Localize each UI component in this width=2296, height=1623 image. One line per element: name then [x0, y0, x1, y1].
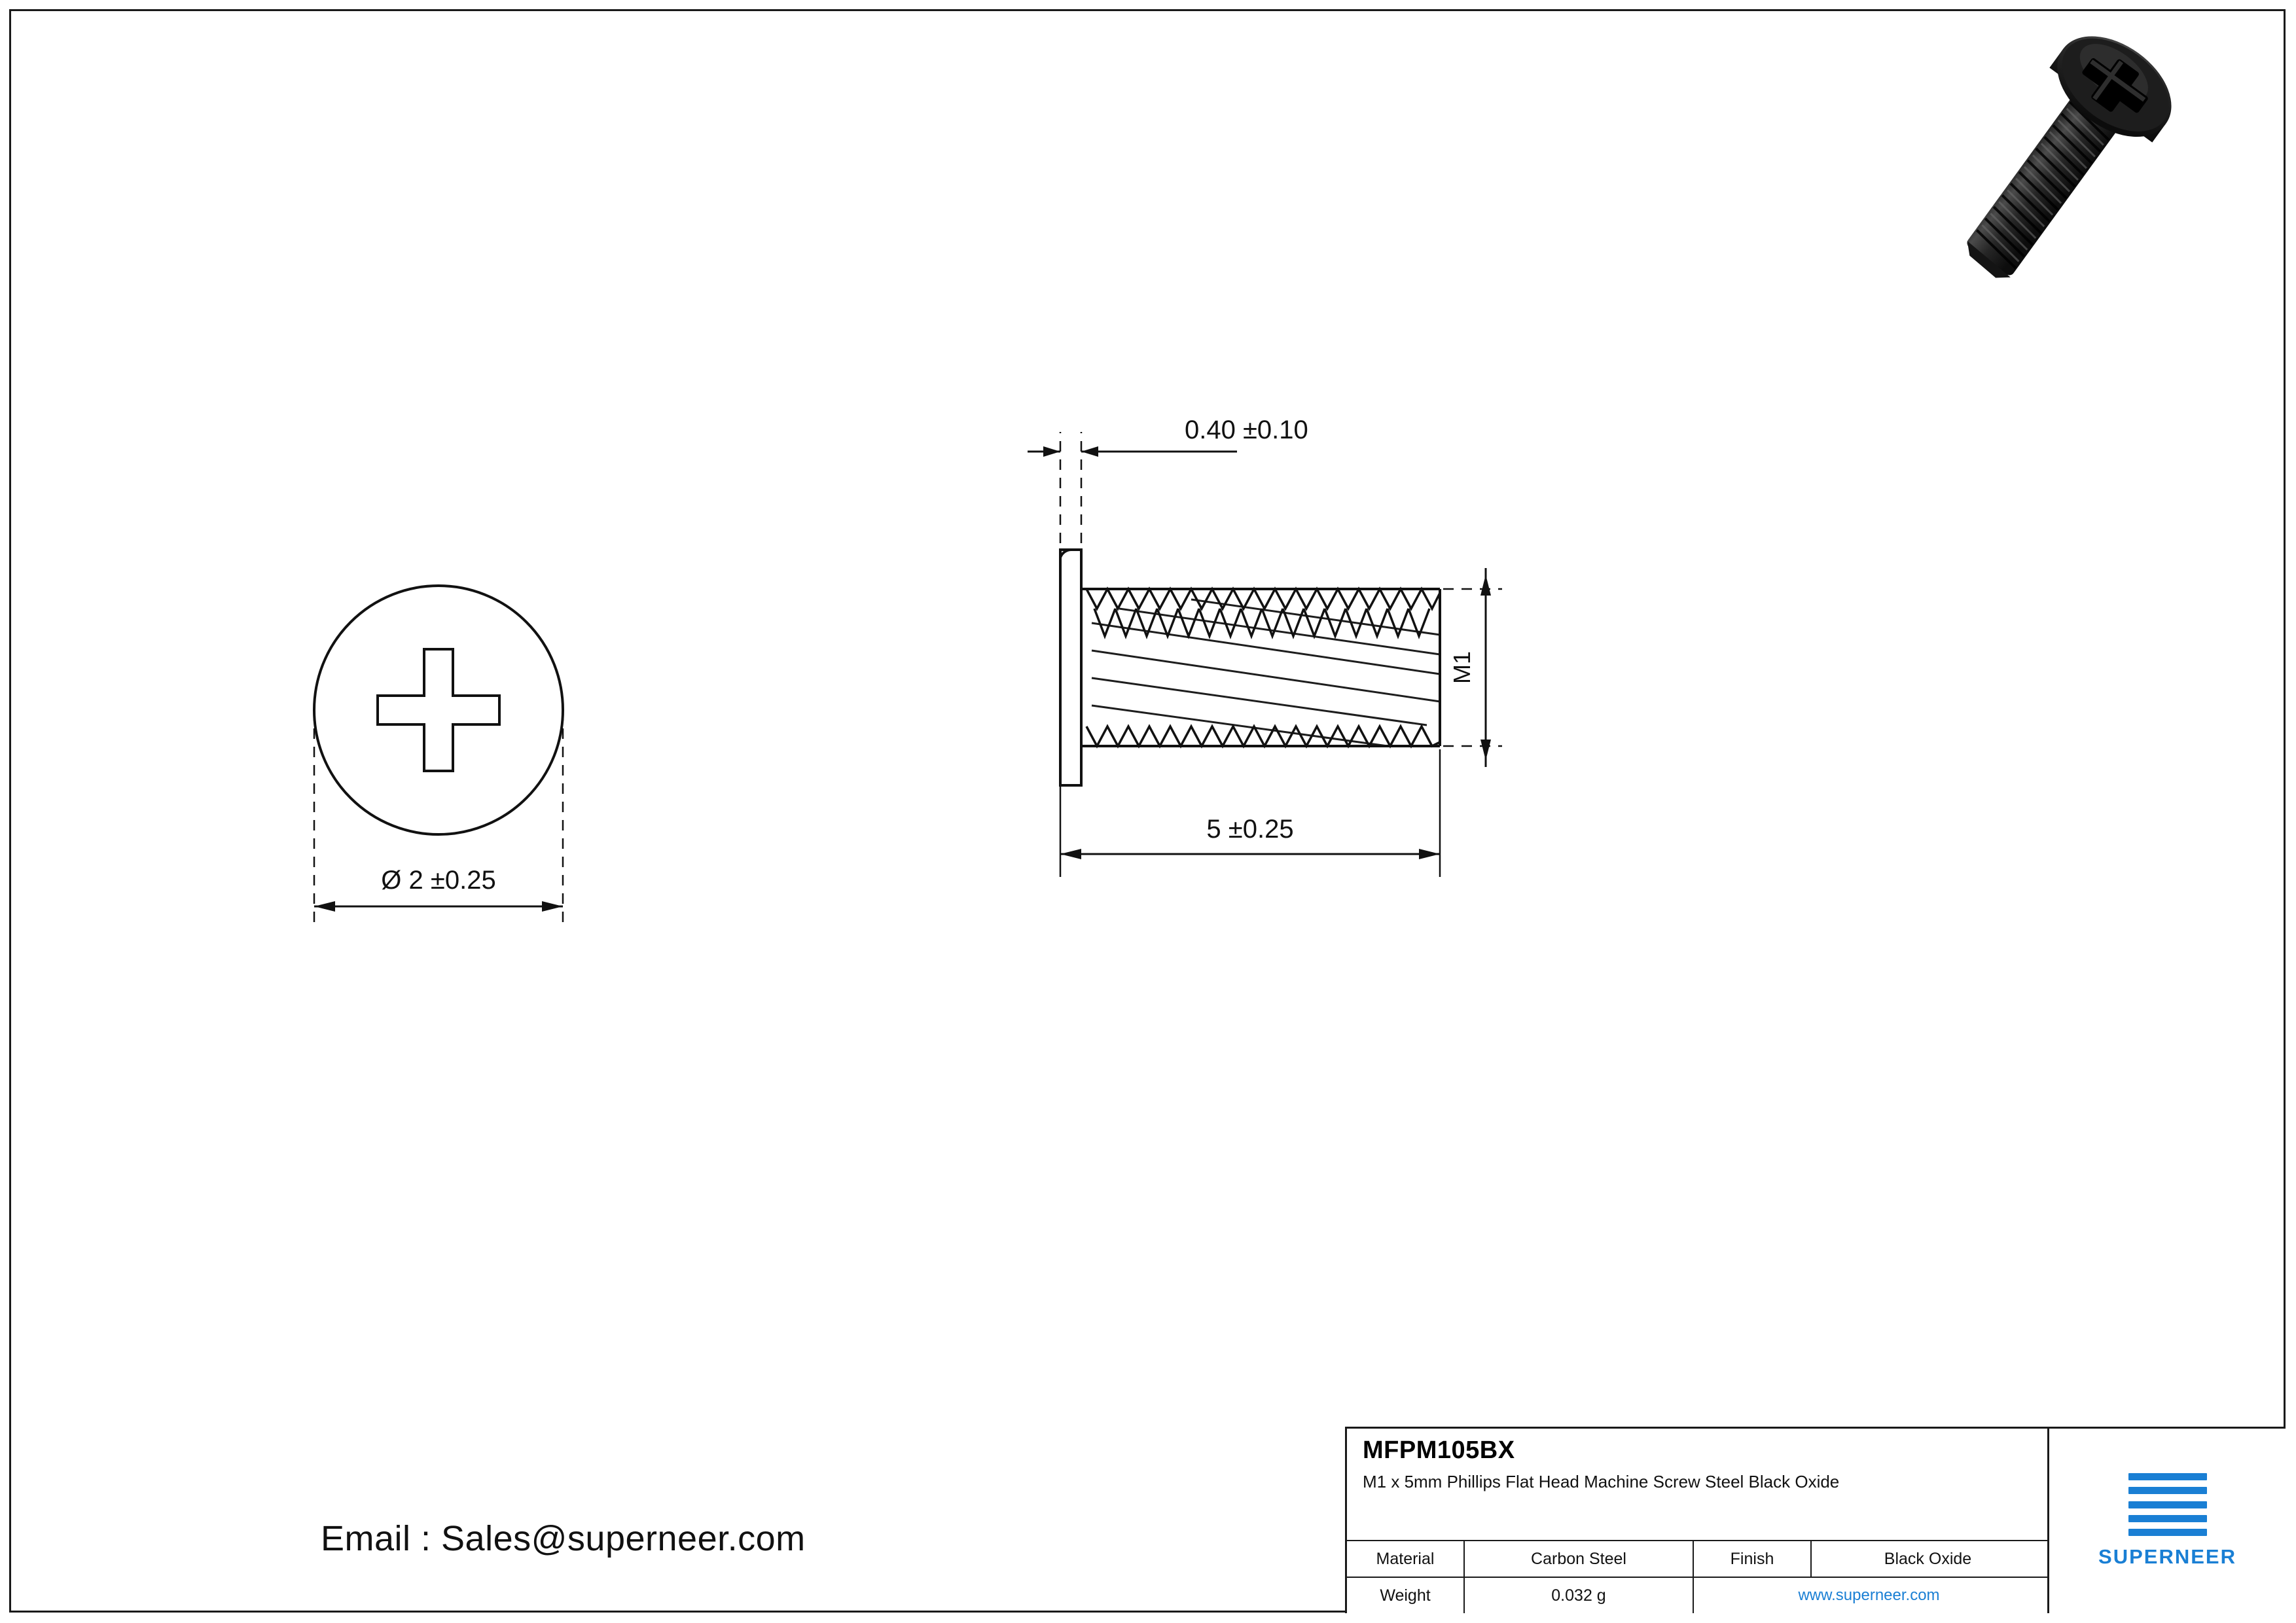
material-value: Carbon Steel [1465, 1541, 1694, 1577]
total-length-dimension-text: 5 ±0.25 [1206, 815, 1294, 844]
part-description: M1 x 5mm Phillips Flat Head Machine Screw Steel Black Oxide [1363, 1472, 1840, 1491]
superneer-logo-icon [2128, 1473, 2207, 1536]
weight-row [1347, 1577, 2047, 1613]
website-link[interactable]: www.superneer.com [1798, 1586, 1940, 1604]
title-block [1345, 1427, 2286, 1613]
finish-label: Finish [1694, 1541, 1812, 1577]
screw-product-photo [1846, 33, 2251, 399]
front-view-drawing [262, 550, 655, 975]
head-height-dimension-text: 0.40 ±0.10 [1185, 416, 1308, 444]
brand-name: SUPERNEER [2098, 1545, 2236, 1568]
thread-size-label: M1 [1448, 651, 1475, 685]
weight-value: 0.032 g [1465, 1578, 1694, 1613]
screw-head-profile [1060, 550, 1081, 785]
head-diameter-dimension-text: Ø 2 ±0.25 [381, 866, 496, 895]
brand-block [2047, 1429, 2286, 1613]
finish-value: Black Oxide [1884, 1549, 1972, 1568]
material-label: Material [1347, 1541, 1465, 1577]
thread-profile [1086, 589, 1440, 746]
contact-email: Email : Sales@superneer.com [321, 1519, 806, 1558]
material-row [1347, 1540, 2047, 1577]
phillips-cross-recess [378, 649, 499, 771]
weight-label: Weight [1347, 1578, 1465, 1613]
head-outline-circle [314, 586, 563, 834]
title-block-main [1347, 1429, 2047, 1613]
part-number: MFPM105BX [1363, 1436, 1515, 1464]
side-view-drawing [1021, 393, 1937, 982]
